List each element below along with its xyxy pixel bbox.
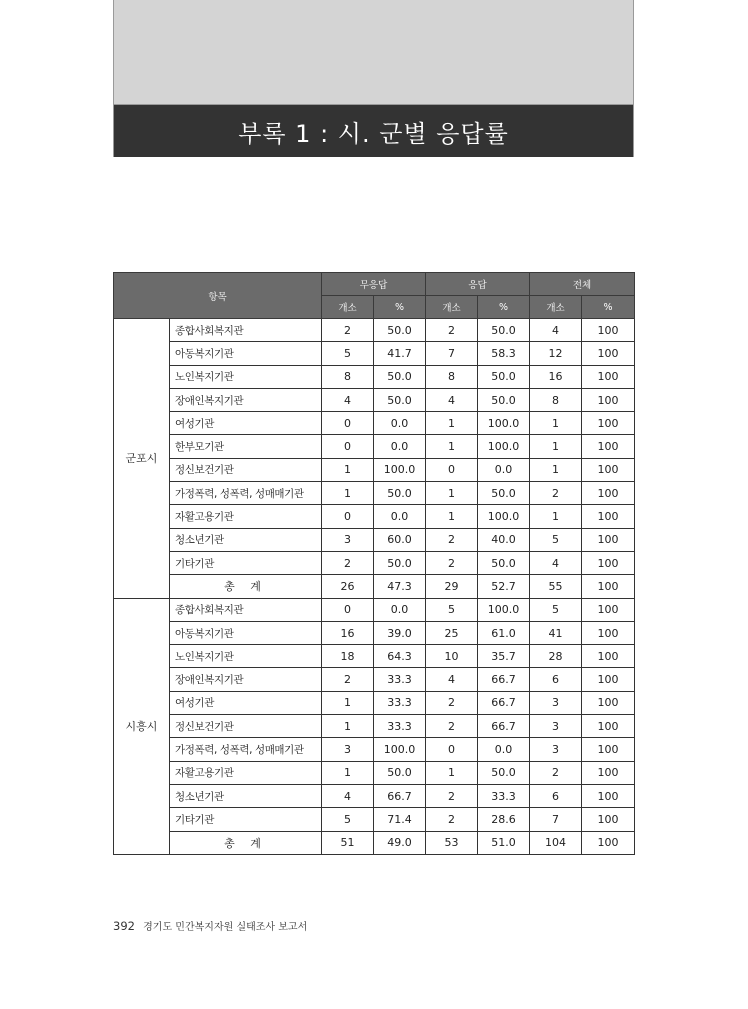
value-cell: 33.3 [374, 715, 426, 738]
total-value-cell: 47.3 [374, 575, 426, 598]
value-cell: 4 [322, 388, 374, 411]
value-cell: 1 [322, 691, 374, 714]
value-cell: 100.0 [478, 412, 530, 435]
value-cell: 71.4 [374, 808, 426, 831]
total-value-cell: 55 [530, 575, 582, 598]
value-cell: 100 [582, 435, 635, 458]
value-cell: 16 [322, 621, 374, 644]
table-row [114, 668, 635, 691]
value-cell: 100 [582, 691, 635, 714]
value-cell: 6 [530, 668, 582, 691]
value-cell: 3 [530, 715, 582, 738]
table-row [114, 598, 635, 621]
item-name: 정신보건기관 [170, 458, 322, 481]
value-cell: 66.7 [374, 784, 426, 807]
table-row [114, 528, 635, 551]
item-name: 장애인복지기관 [170, 668, 322, 691]
value-cell: 100 [582, 668, 635, 691]
total-value-cell: 49.0 [374, 831, 426, 854]
value-cell: 6 [530, 784, 582, 807]
item-name: 여성기관 [170, 691, 322, 714]
header-sub: 개소 [322, 296, 374, 319]
item-name: 기타기관 [170, 551, 322, 574]
appendix-title-bar [114, 105, 633, 157]
total-value-cell: 53 [426, 831, 478, 854]
value-cell: 25 [426, 621, 478, 644]
value-cell: 100 [582, 365, 635, 388]
table-row [114, 551, 635, 574]
value-cell: 50.0 [374, 761, 426, 784]
table-row [114, 412, 635, 435]
table-row [114, 435, 635, 458]
value-cell: 1 [530, 458, 582, 481]
value-cell: 16 [530, 365, 582, 388]
value-cell: 2 [426, 551, 478, 574]
table-row [114, 458, 635, 481]
value-cell: 33.3 [374, 668, 426, 691]
value-cell: 28.6 [478, 808, 530, 831]
value-cell: 1 [426, 505, 478, 528]
value-cell: 5 [322, 808, 374, 831]
total-value-cell: 51.0 [478, 831, 530, 854]
table-row [114, 715, 635, 738]
item-name: 자활고용기관 [170, 505, 322, 528]
table-row [114, 761, 635, 784]
value-cell: 50.0 [374, 482, 426, 505]
value-cell: 5 [530, 598, 582, 621]
value-cell: 100 [582, 458, 635, 481]
value-cell: 41.7 [374, 342, 426, 365]
region-label: 군포시 [114, 319, 170, 599]
appendix-title: 부록 1 : 시. 군별 응답률 [238, 119, 509, 148]
value-cell: 33.3 [478, 784, 530, 807]
value-cell: 100.0 [478, 505, 530, 528]
value-cell: 2 [530, 482, 582, 505]
total-value-cell: 100 [582, 831, 635, 854]
value-cell: 1 [426, 435, 478, 458]
value-cell: 100 [582, 319, 635, 342]
value-cell: 10 [426, 645, 478, 668]
item-name: 기타기관 [170, 808, 322, 831]
value-cell: 2 [426, 319, 478, 342]
header-group-response: 응답 [426, 273, 530, 296]
table-row [114, 621, 635, 644]
value-cell: 100 [582, 528, 635, 551]
value-cell: 100 [582, 482, 635, 505]
value-cell: 50.0 [374, 388, 426, 411]
value-cell: 100 [582, 738, 635, 761]
value-cell: 0 [322, 505, 374, 528]
value-cell: 1 [426, 482, 478, 505]
value-cell: 0 [322, 412, 374, 435]
value-cell: 4 [530, 551, 582, 574]
item-name: 노인복지기관 [170, 645, 322, 668]
total-value-cell: 104 [530, 831, 582, 854]
value-cell: 50.0 [478, 761, 530, 784]
value-cell: 8 [530, 388, 582, 411]
value-cell: 100.0 [478, 598, 530, 621]
value-cell: 100.0 [374, 738, 426, 761]
value-cell: 2 [426, 715, 478, 738]
item-name: 가정폭력, 성폭력, 성매매기관 [170, 738, 322, 761]
value-cell: 100 [582, 645, 635, 668]
value-cell: 50.0 [478, 388, 530, 411]
header-group-total: 전체 [530, 273, 635, 296]
value-cell: 1 [530, 505, 582, 528]
value-cell: 1 [322, 458, 374, 481]
total-value-cell: 100 [582, 575, 635, 598]
value-cell: 2 [530, 761, 582, 784]
header-item: 항목 [114, 273, 322, 319]
value-cell: 50.0 [374, 319, 426, 342]
value-cell: 50.0 [478, 482, 530, 505]
header-sub: 개소 [426, 296, 478, 319]
value-cell: 4 [530, 319, 582, 342]
value-cell: 66.7 [478, 715, 530, 738]
value-cell: 100 [582, 598, 635, 621]
value-cell: 3 [530, 738, 582, 761]
value-cell: 0.0 [478, 738, 530, 761]
item-name: 한부모기관 [170, 435, 322, 458]
item-name: 청소년기관 [170, 784, 322, 807]
item-name: 정신보건기관 [170, 715, 322, 738]
item-name: 여성기관 [170, 412, 322, 435]
value-cell: 5 [322, 342, 374, 365]
value-cell: 100 [582, 784, 635, 807]
value-cell: 2 [322, 668, 374, 691]
value-cell: 64.3 [374, 645, 426, 668]
table-row [114, 482, 635, 505]
value-cell: 50.0 [374, 365, 426, 388]
value-cell: 18 [322, 645, 374, 668]
table-row [114, 388, 635, 411]
value-cell: 100 [582, 505, 635, 528]
value-cell: 8 [322, 365, 374, 388]
value-cell: 60.0 [374, 528, 426, 551]
value-cell: 7 [426, 342, 478, 365]
page-number: 392 [113, 919, 135, 933]
value-cell: 1 [322, 482, 374, 505]
value-cell: 100 [582, 342, 635, 365]
value-cell: 58.3 [478, 342, 530, 365]
total-value-cell: 52.7 [478, 575, 530, 598]
value-cell: 40.0 [478, 528, 530, 551]
value-cell: 2 [426, 808, 478, 831]
value-cell: 5 [426, 598, 478, 621]
item-name: 자활고용기관 [170, 761, 322, 784]
value-cell: 1 [322, 761, 374, 784]
value-cell: 0 [322, 598, 374, 621]
response-rate-table [113, 272, 635, 855]
total-label: 총 계 [170, 831, 322, 854]
value-cell: 100 [582, 808, 635, 831]
value-cell: 0.0 [478, 458, 530, 481]
item-name: 종합사회복지관 [170, 319, 322, 342]
region-label: 시흥시 [114, 598, 170, 854]
value-cell: 7 [530, 808, 582, 831]
value-cell: 66.7 [478, 691, 530, 714]
value-cell: 0.0 [374, 598, 426, 621]
value-cell: 1 [530, 412, 582, 435]
value-cell: 1 [322, 715, 374, 738]
table-row [114, 505, 635, 528]
value-cell: 100 [582, 551, 635, 574]
item-name: 아동복지기관 [170, 621, 322, 644]
publication-title: 경기도 민간복지자원 실태조사 보고서 [143, 922, 308, 933]
header-gray-panel [114, 0, 633, 105]
value-cell: 0 [322, 435, 374, 458]
value-cell: 39.0 [374, 621, 426, 644]
value-cell: 66.7 [478, 668, 530, 691]
item-name: 노인복지기관 [170, 365, 322, 388]
total-label: 총 계 [170, 575, 322, 598]
table-row [114, 691, 635, 714]
value-cell: 100 [582, 412, 635, 435]
value-cell: 50.0 [374, 551, 426, 574]
appendix-header [113, 0, 634, 157]
value-cell: 1 [426, 412, 478, 435]
value-cell: 0 [426, 738, 478, 761]
value-cell: 4 [426, 388, 478, 411]
value-cell: 2 [322, 551, 374, 574]
item-name: 가정폭력, 성폭력, 성매매기관 [170, 482, 322, 505]
value-cell: 3 [530, 691, 582, 714]
value-cell: 2 [426, 691, 478, 714]
total-row [114, 575, 635, 598]
page-footer [113, 918, 307, 933]
table-row [114, 645, 635, 668]
value-cell: 3 [322, 528, 374, 551]
value-cell: 1 [426, 761, 478, 784]
value-cell: 41 [530, 621, 582, 644]
table-row [114, 808, 635, 831]
value-cell: 0 [426, 458, 478, 481]
item-name: 청소년기관 [170, 528, 322, 551]
table-row [114, 365, 635, 388]
header-group-noresponse: 무응답 [322, 273, 426, 296]
value-cell: 50.0 [478, 319, 530, 342]
total-value-cell: 51 [322, 831, 374, 854]
value-cell: 33.3 [374, 691, 426, 714]
value-cell: 100.0 [374, 458, 426, 481]
total-value-cell: 29 [426, 575, 478, 598]
table-row [114, 784, 635, 807]
table-row [114, 738, 635, 761]
table-body [114, 319, 635, 855]
value-cell: 3 [322, 738, 374, 761]
value-cell: 5 [530, 528, 582, 551]
header-sub: 개소 [530, 296, 582, 319]
value-cell: 100 [582, 715, 635, 738]
value-cell: 2 [426, 784, 478, 807]
value-cell: 2 [322, 319, 374, 342]
value-cell: 4 [426, 668, 478, 691]
value-cell: 28 [530, 645, 582, 668]
value-cell: 8 [426, 365, 478, 388]
item-name: 아동복지기관 [170, 342, 322, 365]
value-cell: 0.0 [374, 435, 426, 458]
value-cell: 50.0 [478, 365, 530, 388]
header-sub: % [582, 296, 635, 319]
value-cell: 61.0 [478, 621, 530, 644]
header-sub: % [478, 296, 530, 319]
value-cell: 1 [530, 435, 582, 458]
value-cell: 4 [322, 784, 374, 807]
table-row [114, 342, 635, 365]
table-row [114, 319, 635, 342]
value-cell: 2 [426, 528, 478, 551]
value-cell: 100 [582, 621, 635, 644]
total-value-cell: 26 [322, 575, 374, 598]
value-cell: 50.0 [478, 551, 530, 574]
value-cell: 100.0 [478, 435, 530, 458]
item-name: 종합사회복지관 [170, 598, 322, 621]
value-cell: 12 [530, 342, 582, 365]
item-name: 장애인복지기관 [170, 388, 322, 411]
value-cell: 100 [582, 761, 635, 784]
value-cell: 35.7 [478, 645, 530, 668]
header-sub: % [374, 296, 426, 319]
value-cell: 100 [582, 388, 635, 411]
value-cell: 0.0 [374, 412, 426, 435]
value-cell: 0.0 [374, 505, 426, 528]
total-row [114, 831, 635, 854]
